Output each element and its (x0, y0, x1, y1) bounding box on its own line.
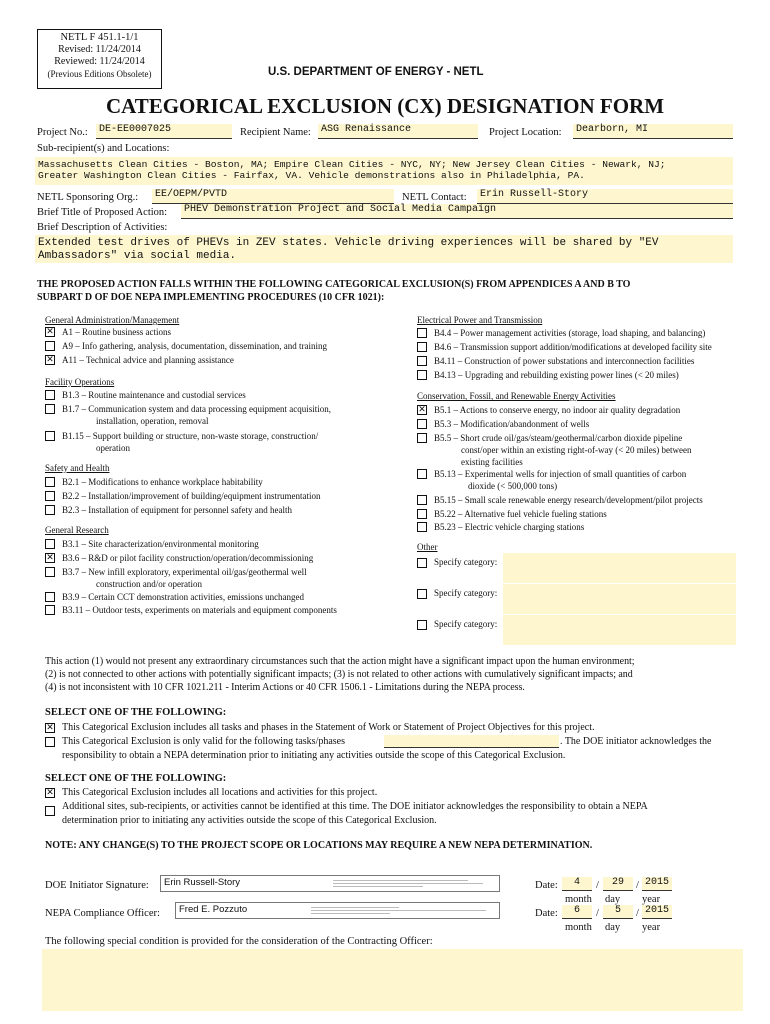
checkbox-other-3[interactable] (417, 620, 427, 630)
checkbox-b5-22[interactable] (417, 509, 427, 519)
nepa-date-slash2: / (636, 908, 639, 919)
special-condition-label: The following special condition is provided for the consideration of the Contracting Officer: (45, 936, 433, 947)
cx-b5-22: B5.22 – Alternative fuel vehicle fueling stations (434, 509, 607, 519)
proposed-heading-line1: THE PROPOSED ACTION FALLS WITHIN THE FOLLOWING CATEGORICAL EXCLUSION(S) FROM APPENDICES A AND B TO (37, 279, 631, 290)
circumstances-line2: (2) is not connected to other actions with potentially significant impacts; (3) is not related to other actions with cumulatively significant impacts; and (45, 669, 633, 680)
ept-title: Electrical Power and Transmission (417, 315, 543, 325)
select2-opt2b: determination prior to initiating any activities outside the scope of this Categorical Exclusion. (62, 815, 437, 826)
subrecipients-line1: Massachusetts Clean Cities - Boston, MA; Empire Clean Cities - NYC, NY; New Jersey Clean Cities - Newark, NJ; (38, 159, 666, 170)
select1-opt1: This Categorical Exclusion includes all tasks and phases in the Statement of Work or Statement of Project Objectives for this project. (62, 722, 595, 733)
checkbox-b3-11[interactable] (45, 605, 55, 615)
checkbox-b1-7[interactable] (45, 404, 55, 414)
select2-heading: SELECT ONE OF THE FOLLOWING: (45, 773, 227, 784)
checkbox-a9[interactable] (45, 341, 55, 351)
scope-change-note: NOTE: ANY CHANGE(S) TO THE PROJECT SCOPE OR LOCATIONS MAY REQUIRE A NEW NEPA DETERMINATION. (45, 840, 593, 851)
form-id: NETL F 451.1-1/1 (60, 32, 139, 43)
cx-a11: A11 – Technical advice and planning assistance (62, 355, 234, 365)
specify-field-3[interactable] (503, 615, 736, 645)
nepa-date-label: Date: (535, 908, 558, 919)
obsolete-note: (Previous Editions Obsolete) (47, 69, 152, 79)
doe-date-month[interactable]: 4 (562, 877, 592, 891)
brief-title-label: Brief Title of Proposed Action: (37, 207, 168, 218)
cx-b1-3: B1.3 – Routine maintenance and custodial services (62, 390, 246, 400)
checkbox-b3-6[interactable] (45, 553, 55, 563)
select1-opt1-checkbox[interactable] (45, 723, 55, 733)
doe-date-year[interactable]: 2015 (642, 877, 672, 891)
cx-b4-6: B4.6 – Transmission support addition/modifications at developed facility site (434, 342, 712, 352)
checkbox-b1-15[interactable] (45, 431, 55, 441)
brief-desc-field[interactable] (35, 235, 733, 263)
cx-b1-7: B1.7 – Communication system and data processing equipment acquisition, (62, 404, 331, 414)
fo-title: Facility Operations (45, 377, 115, 387)
select1-opt2-checkbox[interactable] (45, 737, 55, 747)
location-label: Project Location: (489, 127, 562, 138)
checkbox-b4-11[interactable] (417, 356, 427, 366)
cx-b5-23: B5.23 – Electric vehicle charging stations (434, 522, 585, 532)
doe-year-label: year (642, 894, 661, 905)
checkbox-b4-4[interactable] (417, 328, 427, 338)
subrecipients-field[interactable] (35, 157, 733, 185)
gr-title: General Research (45, 525, 109, 535)
select1-opt2a: This Categorical Exclusion is only valid for the following tasks/phases (62, 736, 346, 747)
cx-b2-1: B2.1 – Modifications to enhance workplace habitability (62, 477, 263, 487)
department-name: U.S. DEPARTMENT OF ENERGY - NETL (268, 66, 484, 78)
doe-signature-field[interactable] (160, 875, 500, 892)
brief-desc-line2: Ambassadors" via social media. (38, 249, 237, 262)
cx-b5-5: B5.5 – Short crude oil/gas/steam/geothermal/carbon dioxide pipeline (434, 433, 683, 443)
checkbox-a1[interactable] (45, 327, 55, 337)
checkbox-a11[interactable] (45, 355, 55, 365)
select2-opt2-checkbox[interactable] (45, 806, 55, 816)
special-condition-field[interactable] (42, 949, 743, 1011)
nepa-signature-name: Fred E. Pozzuto (179, 904, 248, 915)
location-field[interactable]: Dearborn, MI (573, 124, 733, 139)
brief-desc-line1: Extended test drives of PHEVs in ZEV states. Vehicle driving experiences will be shared by "EV (38, 237, 659, 249)
nepa-month-label: month (565, 922, 592, 933)
nepa-date-slash1: / (596, 908, 599, 919)
gam-title: General Administration/Management (45, 315, 180, 325)
specify-label-2: Specify category: (434, 588, 498, 598)
recipient-label: Recipient Name: (240, 127, 311, 138)
cx-b3-11: B3.11 – Outdoor tests, experiments on materials and equipment components (62, 605, 337, 615)
doe-date-day[interactable]: 29 (603, 877, 633, 891)
subrecipients-label: Sub-recipient(s) and Locations: (37, 143, 170, 154)
checkbox-b5-1[interactable] (417, 405, 427, 415)
specify-field-1[interactable] (503, 553, 736, 583)
specify-label-3: Specify category: (434, 619, 498, 629)
select2-opt1-checkbox[interactable] (45, 788, 55, 798)
project-no-label: Project No.: (37, 127, 88, 138)
specify-field-2[interactable] (503, 584, 736, 614)
cfr-title: Conservation, Fossil, and Renewable Energy Activities (417, 391, 616, 401)
select2-opt1: This Categorical Exclusion includes all locations and activities for this project. (62, 787, 378, 798)
cx-b4-11: B4.11 – Construction of power substations and interconnection facilities (434, 356, 695, 366)
brief-title-field[interactable]: PHEV Demonstration Project and Social Media Campaign (181, 204, 733, 219)
cx-b5-13: B5.13 – Experimental wells for injection of small quantities of carbon (434, 469, 687, 479)
checkbox-b2-3[interactable] (45, 505, 55, 515)
form-id-box (37, 29, 162, 89)
cx-b5-1: B5.1 – Actions to conserve energy, no indoor air quality degradation (434, 405, 681, 415)
cx-b1-15: B1.15 – Support building or structure, non-waste storage, construction/ (62, 431, 319, 441)
circumstances-line3: (4) is not inconsistent with 10 CFR 1021.211 - Interim Actions or 40 CFR 1506.1 - Limitations during the NEPA process. (45, 682, 525, 693)
proposed-heading-line2: SUBPART D OF DOE NEPA IMPLEMENTING PROCEDURES (10 CFR 1021): (37, 292, 385, 303)
doe-signature-label: DOE Initiator Signature: (45, 880, 149, 891)
cx-b2-2: B2.2 – Installation/improvement of building/equipment instrumentation (62, 491, 321, 501)
cx-b5-5-cont2: existing facilities (461, 457, 523, 467)
checkbox-b2-2[interactable] (45, 491, 55, 501)
checkbox-b1-3[interactable] (45, 390, 55, 400)
checkbox-b3-7[interactable] (45, 567, 55, 577)
nepa-digital-stamp (311, 906, 486, 916)
sponsoring-label: NETL Sponsoring Org.: (37, 192, 139, 203)
doe-signature-name: Erin Russell-Story (164, 877, 241, 888)
checkbox-b4-13[interactable] (417, 370, 427, 380)
cx-b5-13-cont: dioxide (< 500,000 tons) (468, 481, 558, 491)
cx-b5-3: B5.3 – Modification/abandonment of wells (434, 419, 590, 429)
cx-a1: A1 – Routine business actions (62, 327, 171, 337)
checkbox-b4-6[interactable] (417, 342, 427, 352)
checkbox-b5-5[interactable] (417, 433, 427, 443)
recipient-field[interactable]: ASG Renaissance (318, 124, 478, 139)
doe-date-slash2: / (636, 880, 639, 891)
circumstances-text (45, 655, 634, 694)
doe-month-label: month (565, 894, 592, 905)
sponsoring-field[interactable]: EE/OEPM/PVTD (152, 189, 394, 204)
cx-b3-7: B3.7 – New infill exploratory, experimental oil/gas/geothermal well (62, 567, 307, 577)
proposed-action-heading (37, 278, 630, 304)
nepa-date-month[interactable]: 6 (562, 905, 592, 919)
cx-b3-9: B3.9 – Certain CCT demonstration activities, emissions unchanged (62, 592, 305, 602)
subrecipients-line2: Greater Washington Clean Cities - Fairfax, VA. Vehicle demonstrations also in Philadelphia, PA. (38, 170, 585, 181)
reviewed-date: Reviewed: 11/24/2014 (54, 56, 145, 67)
nepa-signature-field[interactable] (175, 902, 500, 919)
cx-b5-15: B5.15 – Small scale renewable energy research/development/pilot projects (434, 495, 703, 505)
sh-title: Safety and Health (45, 463, 110, 473)
select1-opt2b: . The DOE initiator acknowledges the (560, 736, 712, 747)
nepa-year-label: year (642, 922, 661, 933)
select2-opt2a: Additional sites, sub-recipients, or activities cannot be identified at this time. The DOE initiator acknowledges the responsibility to obtain a NEPA (62, 801, 648, 812)
cx-b3-6: B3.6 – R&D or pilot facility construction/operation/decommissioning (62, 553, 314, 563)
select1-heading: SELECT ONE OF THE FOLLOWING: (45, 707, 227, 718)
project-no-field[interactable]: DE-EE0007025 (96, 124, 232, 139)
cx-b5-5-cont: const/oper within an existing right-of-way (< 20 miles) between (461, 445, 692, 455)
cx-a9: A9 – Info gathering, analysis, documentation, dissemination, and training (62, 341, 327, 351)
circumstances-line1: This action (1) would not present any extraordinary circumstances such that the action might have a significant impact upon the human environment; (45, 656, 635, 667)
nepa-date-day[interactable]: 5 (603, 905, 633, 919)
nepa-day-label: day (605, 922, 621, 933)
checkbox-b2-1[interactable] (45, 477, 55, 487)
other-title: Other (417, 542, 438, 552)
doe-day-label: day (605, 894, 621, 905)
nepa-date-year[interactable]: 2015 (642, 905, 672, 919)
cx-b1-15-cont: operation (96, 443, 130, 453)
cx-b2-3: B2.3 – Installation of equipment for personnel safety and health (62, 505, 292, 515)
specify-label-1: Specify category: (434, 557, 498, 567)
brief-desc-label: Brief Description of Activities: (37, 222, 168, 233)
checkbox-b5-3[interactable] (417, 419, 427, 429)
cx-b1-7-cont: installation, operation, removal (96, 416, 209, 426)
select1-tasks-field[interactable] (384, 735, 559, 748)
select1-opt2c: responsibility to obtain a NEPA determination prior to initiating any activities outside the scope of this Categorical Exclusion. (62, 750, 566, 761)
checkbox-b3-9[interactable] (45, 592, 55, 602)
doe-date-label: Date: (535, 880, 558, 891)
checkbox-other-2[interactable] (417, 589, 427, 599)
cx-b4-4: B4.4 – Power management activities (storage, load shaping, and balancing) (434, 328, 706, 338)
checkbox-b5-13[interactable] (417, 469, 427, 479)
page-title: CATEGORICAL EXCLUSION (CX) DESIGNATION FORM (105, 94, 665, 118)
checkbox-b3-1[interactable] (45, 539, 55, 549)
checkbox-b5-23[interactable] (417, 522, 427, 532)
cx-b3-7-cont: construction and/or operation (96, 579, 202, 589)
doe-digital-stamp (333, 879, 483, 889)
checkbox-other-1[interactable] (417, 558, 427, 568)
revised-date: Revised: 11/24/2014 (58, 44, 141, 55)
cx-b4-13: B4.13 – Upgrading and rebuilding existing power lines (< 20 miles) (434, 370, 679, 380)
cx-b3-1: B3.1 – Site characterization/environmental monitoring (62, 539, 259, 549)
checkbox-b5-15[interactable] (417, 495, 427, 505)
nepa-signature-label: NEPA Compliance Officer: (45, 908, 160, 919)
doe-date-slash1: / (596, 880, 599, 891)
contact-label: NETL Contact: (402, 192, 467, 203)
contact-field[interactable]: Erin Russell-Story (477, 189, 733, 204)
